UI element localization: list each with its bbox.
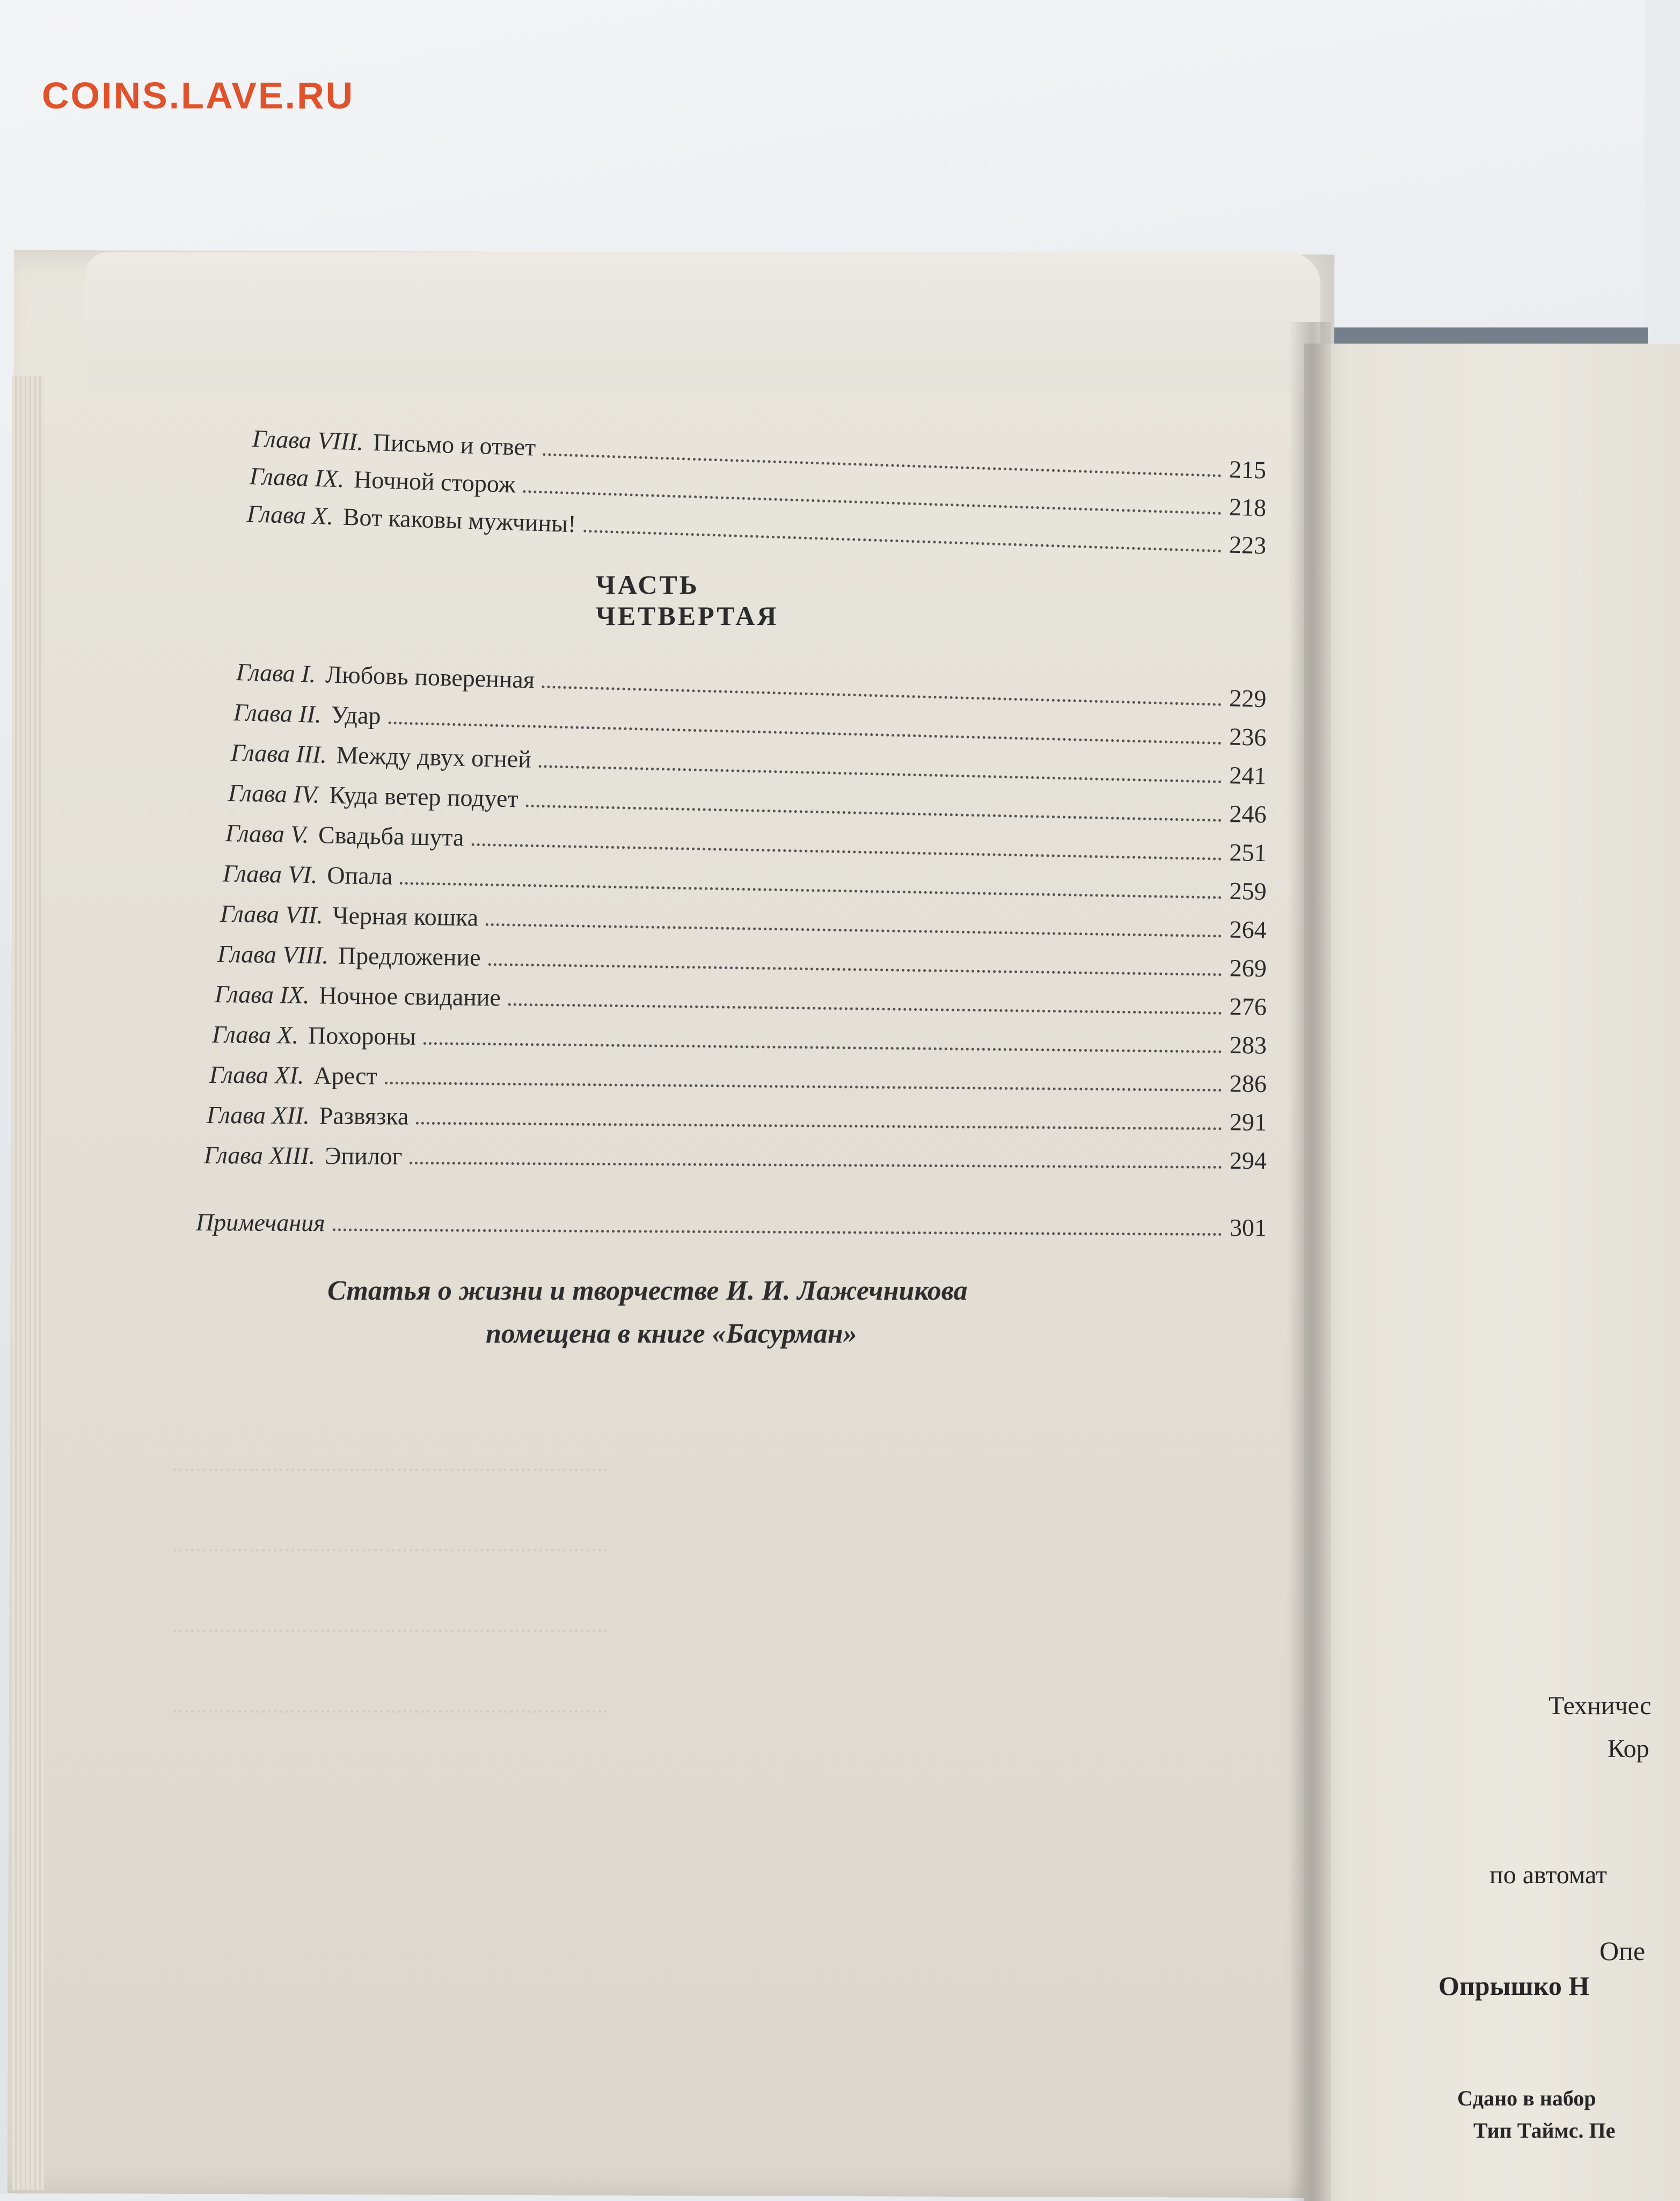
chapter-title: Между двух огней: [336, 741, 532, 773]
chapter-number: Глава VII.: [220, 900, 324, 929]
chapter-title: Похороны: [308, 1021, 417, 1050]
chapter-title: Вот каковы мужчины!: [342, 502, 577, 538]
page-number: 291: [1229, 1108, 1267, 1136]
chapter-title: Эпилог: [324, 1142, 403, 1170]
chapter-title: Развязка: [319, 1102, 409, 1130]
imprint-text: Кор: [1608, 1734, 1649, 1763]
page-number: 286: [1229, 1069, 1267, 1098]
chapter-number: Глава III.: [230, 739, 327, 769]
toc-row: [204, 1141, 1267, 1175]
page-number: 283: [1229, 1031, 1267, 1059]
chapter-title: Ночное свидание: [319, 981, 501, 1011]
imprint-text: Тип Таймс. Пе: [1473, 2118, 1616, 2142]
chapter-number: Глава X.: [246, 500, 334, 530]
imprint-text: Сдано в набор: [1457, 2086, 1596, 2110]
page-number: 269: [1229, 954, 1267, 982]
chapter-title: Любовь поверенная: [325, 660, 535, 694]
show-through-text: ..........................................................................: [172, 1450, 609, 1476]
imprint-text: Техничес: [1548, 1692, 1652, 1720]
chapter-number: Глава IX.: [214, 980, 310, 1009]
page-number: 259: [1229, 877, 1267, 905]
page-number: 276: [1229, 993, 1267, 1021]
chapter-number: Глава VI.: [222, 859, 318, 889]
page-number: 241: [1229, 761, 1267, 790]
page-number: 246: [1229, 800, 1267, 828]
notes-title: Примечания: [195, 1208, 325, 1237]
chapter-number: Глава VIII.: [252, 425, 364, 456]
part-heading: ЧАСТЬ ЧЕТВЕРТАЯ: [596, 570, 779, 631]
chapter-number: Глава II.: [233, 698, 322, 728]
imprint-text: по автомат: [1489, 1861, 1607, 1889]
chapter-number: Глава VIII.: [217, 940, 329, 969]
chapter-number: Глава I.: [236, 658, 316, 688]
show-through-text: ..........................................................................: [172, 1611, 609, 1637]
chapter-title: Ночной сторож: [353, 465, 516, 498]
leader-dots: [410, 1162, 1222, 1169]
chapter-title: Опала: [326, 861, 393, 890]
leader-dots: [416, 1122, 1222, 1130]
note-line: Статья о жизни и творчестве И. И. Лажечникова: [327, 1276, 968, 1306]
chapter-number: Глава IV.: [228, 779, 320, 808]
chapter-title: Черная кошка: [332, 901, 479, 931]
show-through-text: ..........................................................................: [172, 1531, 609, 1557]
chapter-number: Глава XIII.: [203, 1141, 316, 1170]
chapter-number: Глава V.: [225, 819, 309, 848]
page-number: 236: [1229, 723, 1267, 752]
leader-dots: [385, 1082, 1222, 1092]
left-page-top: [86, 252, 1320, 392]
page-number: 218: [1229, 493, 1267, 522]
chapter-title: Предложение: [338, 942, 481, 971]
chapter-title: Куда ветер подует: [328, 781, 519, 813]
book-gutter: [1288, 322, 1331, 2201]
imprint-text: Опрышко Н: [1438, 1971, 1590, 2001]
page-number: 215: [1229, 455, 1267, 484]
chapter-title: Свадьба шута: [318, 821, 465, 851]
chapter-number: Глава IX.: [249, 462, 345, 493]
chapter-title: Удар: [330, 701, 382, 730]
imprint-text: Опе: [1599, 1936, 1646, 1966]
page-number: 223: [1229, 530, 1267, 559]
right-page: [1304, 344, 1680, 2201]
chapter-title: Письмо и ответ: [372, 428, 537, 461]
chapter-number: Глава XII.: [206, 1101, 310, 1129]
chapter-number: Глава X.: [211, 1021, 299, 1049]
watermark: COINS.LAVE.RU: [42, 75, 355, 116]
page-stack-edge: [12, 376, 44, 2190]
chapter-number: Глава XI.: [209, 1061, 304, 1089]
page-number: 294: [1229, 1147, 1267, 1175]
page-number: 301: [1229, 1214, 1267, 1242]
note-line: помещена в книге «Басурман»: [486, 1318, 857, 1349]
toc-row-notes: [196, 1208, 1267, 1242]
page-number: 264: [1229, 915, 1267, 944]
leader-dots: [508, 1003, 1222, 1015]
show-through-text: ..........................................................................: [172, 1692, 609, 1718]
leader-dots: [332, 1228, 1222, 1236]
page-number: 229: [1229, 684, 1267, 713]
leader-dots: [423, 1042, 1222, 1053]
chapter-title: Арест: [313, 1061, 377, 1090]
page-number: 251: [1229, 838, 1267, 867]
